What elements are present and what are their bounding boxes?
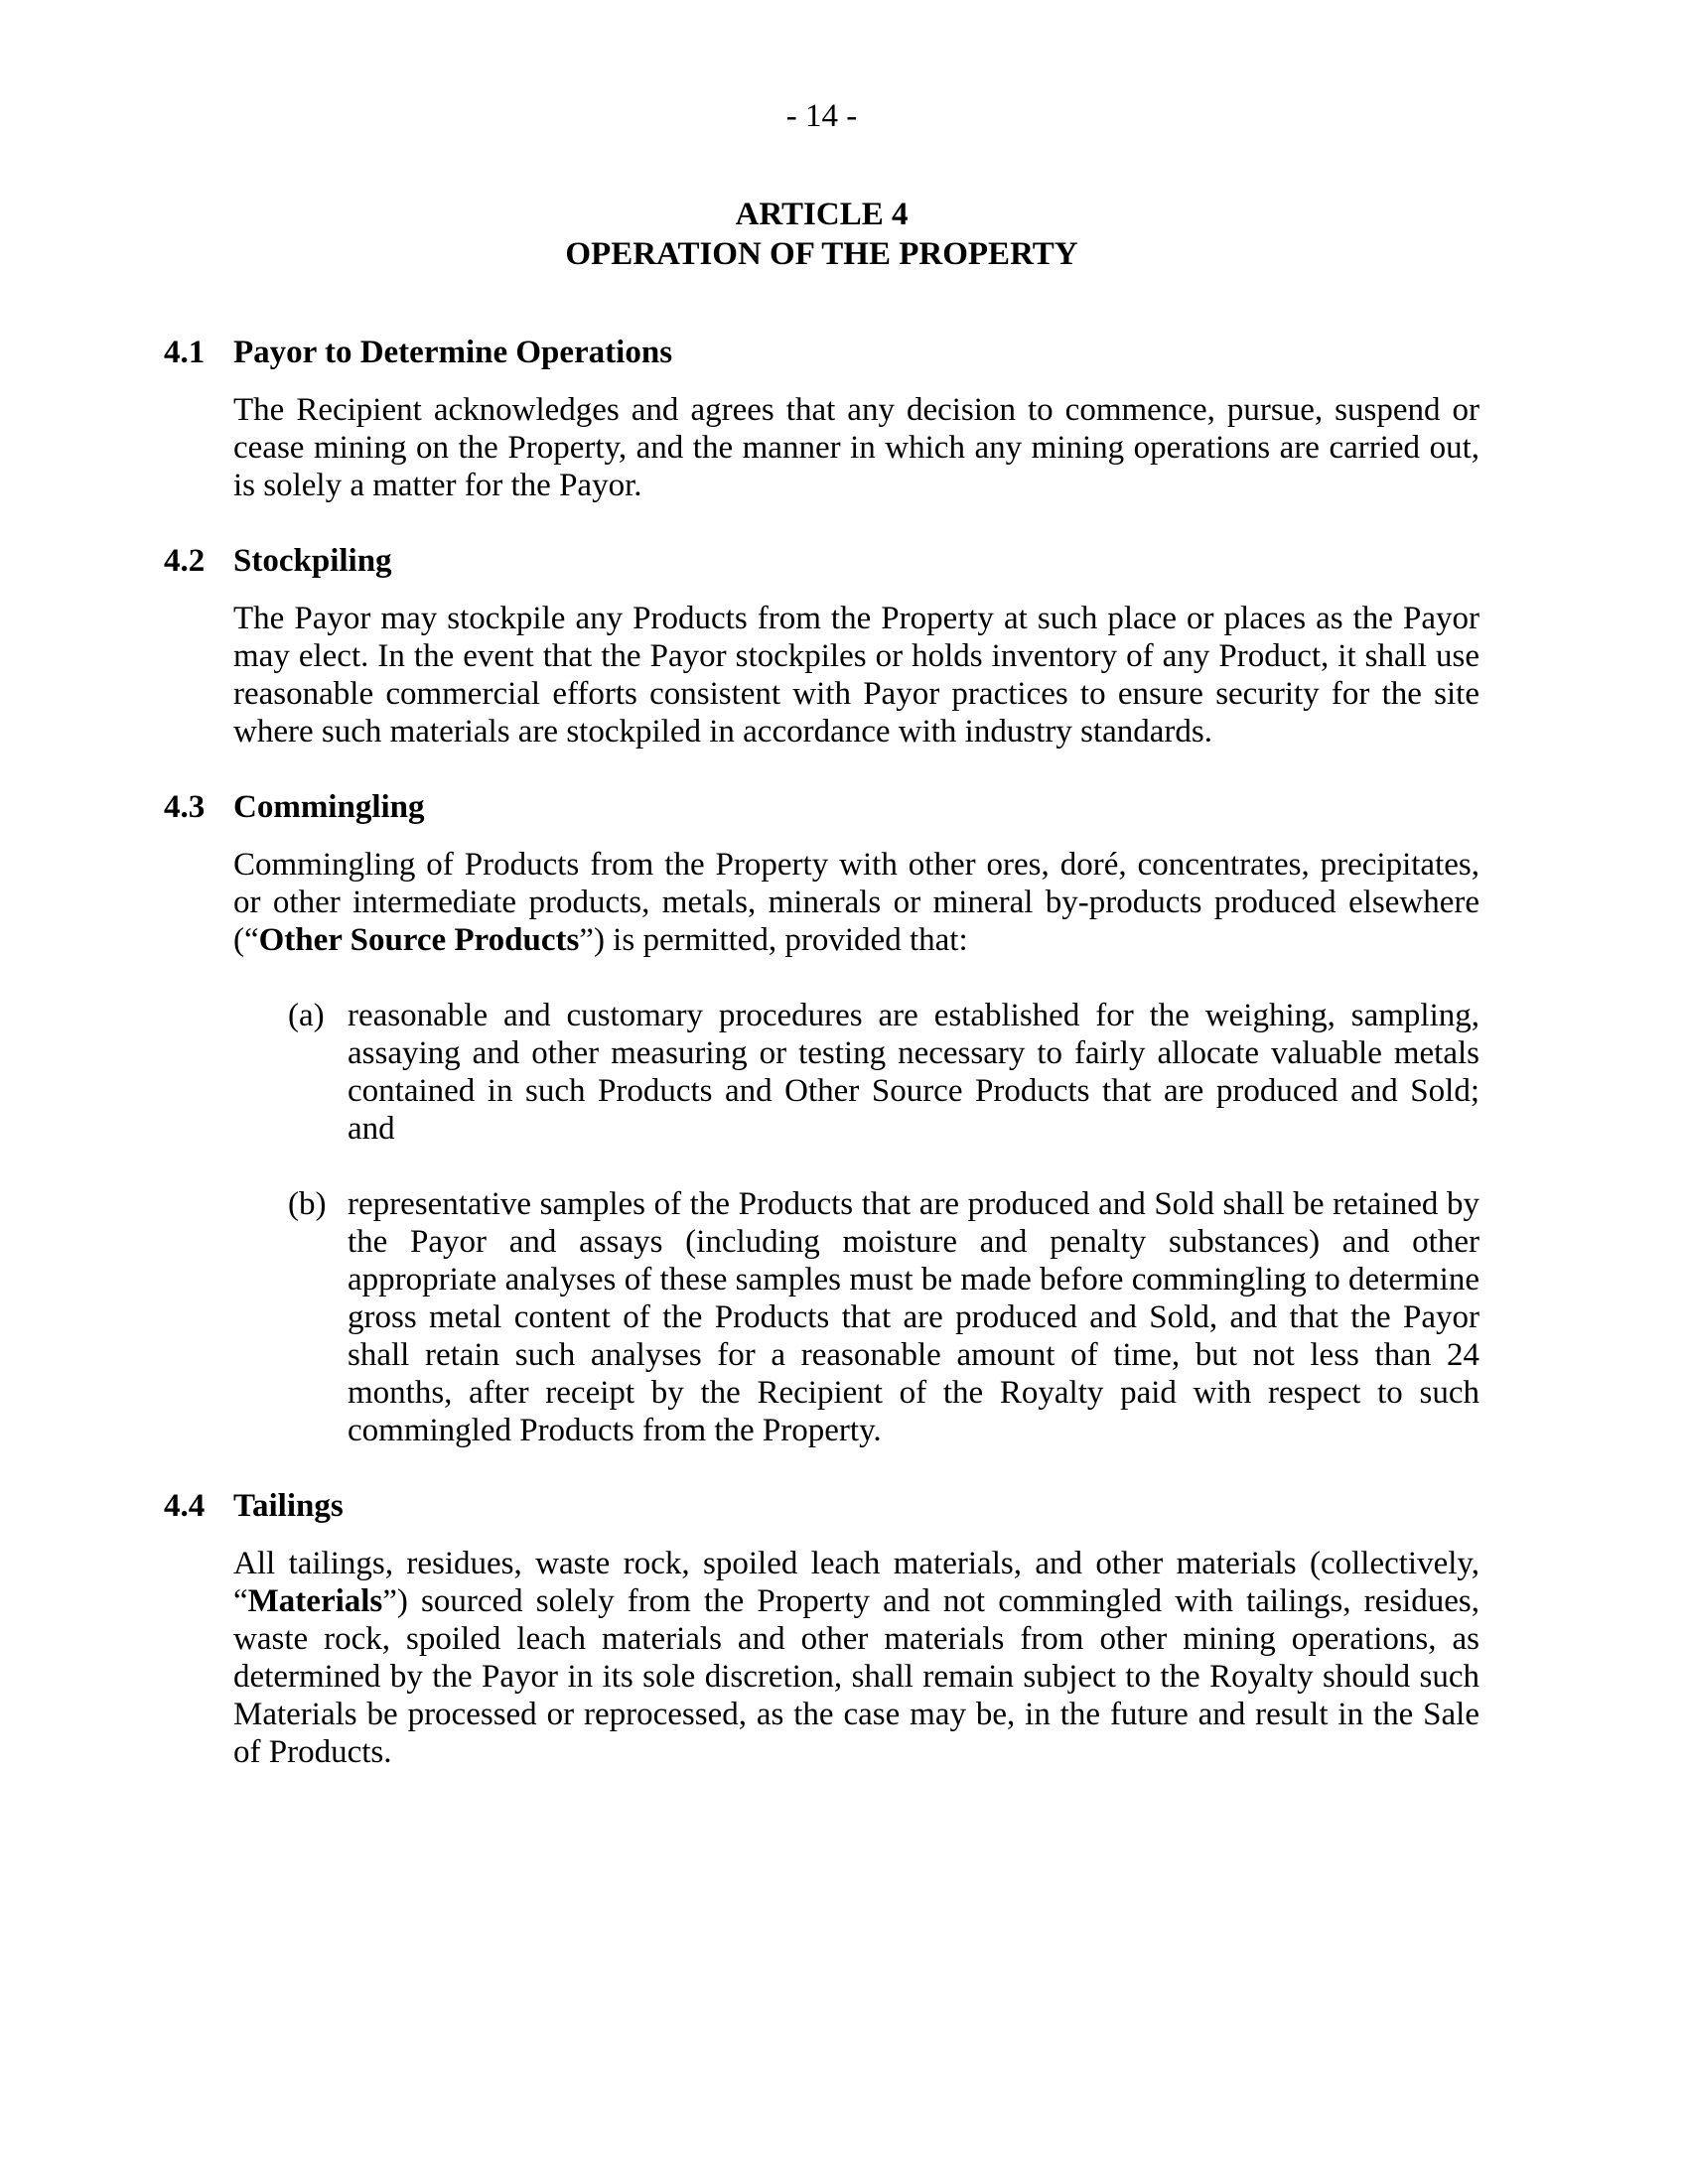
section-4-2 <box>0 542 1688 751</box>
article-title <box>164 195 1479 274</box>
subsection-a <box>288 997 1688 1148</box>
section-paragraph: All tailings, residues, waste rock, spoiled leach materials, and other materials (collectively, “Materials”) sourced solely from the Property and not commingled with tailings, residues, waste rock, spoiled leach materials and other materials from other mining operations, as determined by the Payor in its sole discretion, shall remain subject to the Royalty should such Materials be processed or reprocessed, as the case may be, in the future and result in the Sale of Products. <box>233 1546 1479 1770</box>
subsection-paragraph: representative samples of the Products that are produced and Sold shall be retained by the Payor and assays (including moisture and penalty substances) and other appropriate analyses of these samples must be made before commingling to determine gross metal content of the Products that are produced and Sold, and that the Payor shall retain such analyses for a reasonable amount of time, but not less than 24 months, after receipt by the Recipient of the Royalty paid with respect to such commingled Products from the Property. <box>348 1186 1479 1448</box>
section-heading: Commingling <box>233 789 425 825</box>
section-heading-row <box>164 334 1688 371</box>
section-paragraph: The Payor may stockpile any Products from the Property at such place or places as the Payor may elect. In the event that the Payor stockpiles or holds inventory of any Product, it shall use reasonable commercial efforts consistent with Payor practices to ensure security for the site where such materials are stockpiled in accordance with industry standards. <box>233 601 1479 750</box>
article-title-line1: ARTICLE 4 <box>735 197 909 232</box>
section-number: 4.1 <box>164 335 206 370</box>
section-4-4 <box>0 1487 1688 1771</box>
section-heading-row <box>164 1487 1688 1525</box>
subsection-paragraph: reasonable and customary procedures are established for the weighing, sampling, assaying and other measuring or testing necessary to fairly allocate valuable metals contained in such Products and Other Source Products that are produced and Sold; and <box>348 998 1479 1147</box>
section-heading: Payor to Determine Operations <box>233 335 673 370</box>
subsection-b <box>288 1185 1688 1449</box>
subsection-label: (a) <box>288 998 325 1033</box>
page-number: - 14 - <box>785 98 858 134</box>
section-heading-row <box>164 542 1688 580</box>
section-4-3 <box>0 788 1688 1449</box>
section-paragraph: Commingling of Products from the Property with other ores, doré, concentrates, precipitates, or other intermediate products, metals, minerals or mineral by-products produced elsewhere (“Other Source Products”) is permitted, provided that: <box>233 847 1479 958</box>
section-heading: Stockpiling <box>233 543 392 579</box>
section-4-1 <box>0 334 1688 504</box>
section-number: 4.2 <box>164 543 206 579</box>
article-title-line2: OPERATION OF THE PROPERTY <box>565 236 1078 272</box>
subsection-label: (b) <box>288 1186 327 1222</box>
section-number: 4.3 <box>164 789 206 825</box>
section-heading-row <box>164 788 1688 826</box>
section-heading: Tailings <box>233 1488 344 1524</box>
section-number: 4.4 <box>164 1488 206 1524</box>
section-paragraph: The Recipient acknowledges and agrees that any decision to commence, pursue, suspend or cease mining on the Property, and the manner in which any mining operations are carried out, is solely a matter for the Payor. <box>233 392 1479 503</box>
